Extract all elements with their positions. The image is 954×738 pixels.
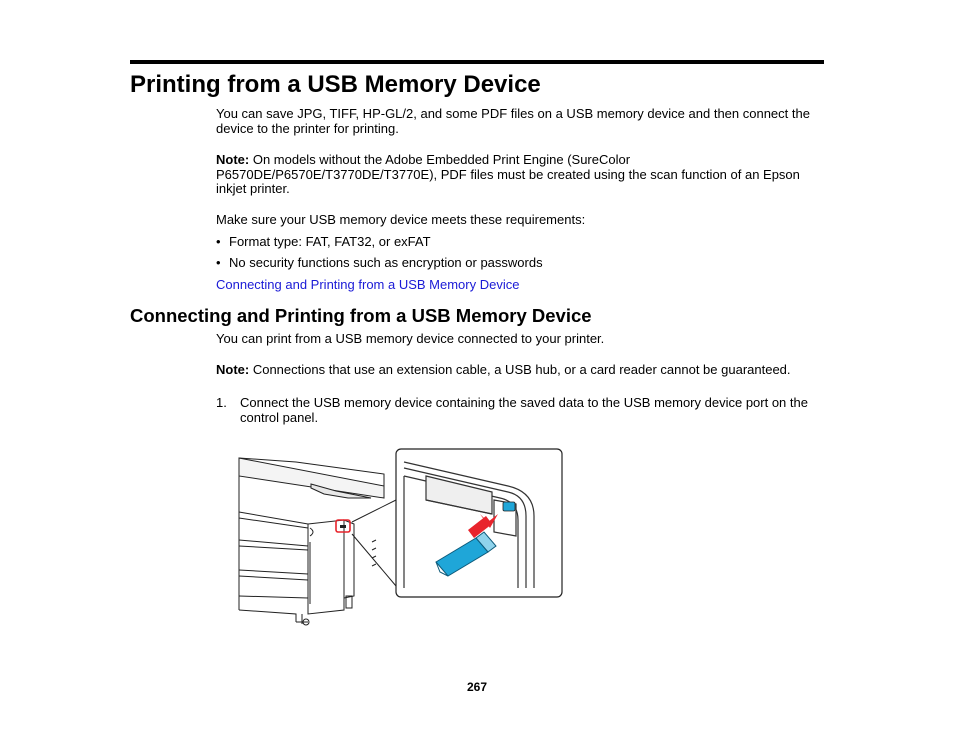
note-label: Note:	[216, 362, 250, 377]
printer-drawing	[239, 458, 384, 625]
related-topic-link[interactable]: Connecting and Printing from a USB Memory Device	[216, 277, 520, 292]
requirements-intro: Make sure your USB memory device meets these requirements:	[216, 212, 586, 227]
note-text: Connections that use an extension cable, a USB hub, or a card reader cannot be guaranteed.	[249, 362, 791, 377]
list-item-text: Format type: FAT, FAT32, or exFAT	[229, 234, 431, 249]
bullet-symbol: •	[216, 234, 221, 249]
port-mini-icon	[340, 525, 346, 528]
bullet-symbol: •	[216, 255, 221, 270]
page-number: 267	[466, 680, 488, 694]
step-number: 1.	[216, 395, 227, 410]
note-text: On models without the Adobe Embedded Print Engine (SureColor P6570DE/P6570E/T3770DE/T3770E), PDF files must be created using the scan function of an Epson inkjet printer.	[216, 152, 800, 197]
title-rule	[130, 60, 824, 64]
note-paragraph-1	[216, 153, 826, 197]
list-item-text: No security functions such as encryption or passwords	[229, 255, 543, 270]
usb-port-icon	[503, 502, 515, 511]
page-title: Printing from a USB Memory Device	[130, 71, 541, 98]
usb-port-illustration	[236, 446, 566, 630]
intro-paragraph: You can save JPG, TIFF, HP-GL/2, and some PDF files on a USB memory device and then connect the device to the printer for printing.	[216, 106, 810, 136]
section-intro: You can print from a USB memory device connected to your printer.	[216, 331, 605, 346]
list-item	[216, 234, 431, 249]
step-text: Connect the USB memory device containing the saved data to the USB memory device port on the control panel.	[240, 395, 808, 425]
zoom-lines	[352, 500, 396, 586]
note-label: Note:	[216, 152, 250, 167]
section-title: Connecting and Printing from a USB Memory Device	[130, 305, 592, 326]
list-item	[216, 255, 543, 270]
note-paragraph-2	[216, 363, 826, 378]
